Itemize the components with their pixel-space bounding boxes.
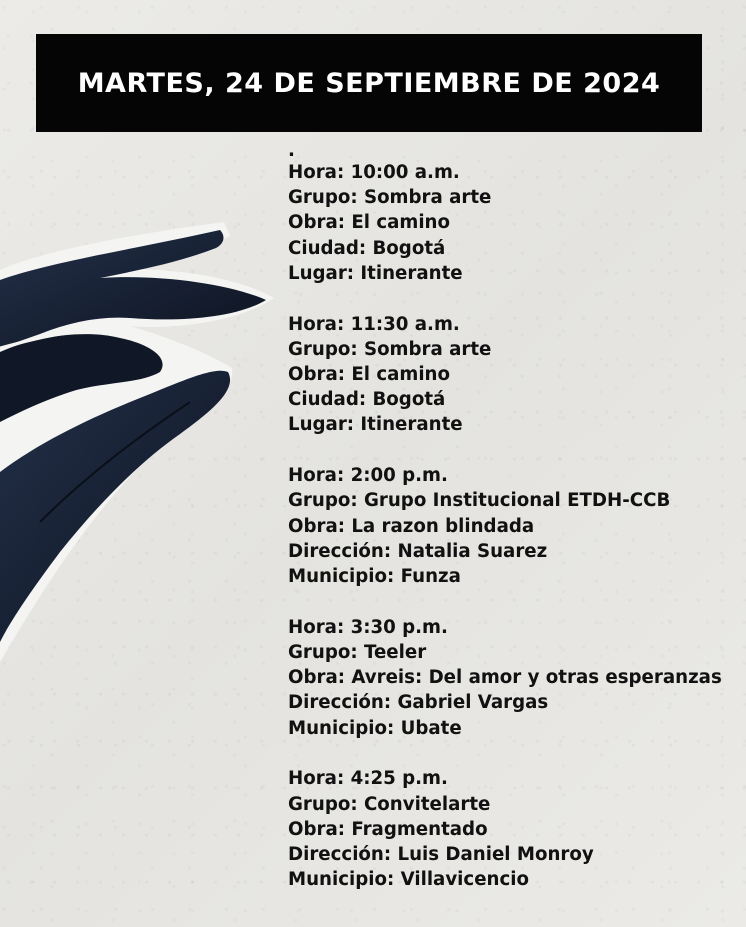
event-line: Obra: El camino (288, 212, 451, 234)
events-container (288, 160, 738, 892)
event-line: Hora: 3:30 p.m. (288, 616, 448, 638)
event-line: Hora: 4:25 p.m. (288, 768, 448, 790)
event-block (288, 160, 738, 286)
event-block (288, 615, 738, 741)
event-line: Ciudad: Bogotá (288, 237, 446, 259)
event-line: Obra: Fragmentado (288, 818, 488, 840)
event-line: Municipio: Funza (288, 566, 461, 588)
event-line: Dirección: Gabriel Vargas (288, 692, 549, 714)
event-line: Grupo: Grupo Institucional ETDH-CCB (288, 490, 671, 512)
event-line: Hora: 11:30 a.m. (288, 313, 460, 335)
event-line: Municipio: Ubate (288, 717, 462, 739)
event-line: Lugar: Itinerante (288, 262, 463, 284)
hand-illustration (0, 222, 280, 662)
event-block (288, 312, 738, 438)
event-line: Ciudad: Bogotá (288, 389, 446, 411)
event-block (288, 766, 738, 892)
event-line: Obra: Avreis: Del amor y otras esperanzas (288, 667, 722, 689)
schedule-list (288, 141, 738, 918)
event-line: Hora: 2:00 p.m. (288, 465, 448, 487)
event-line: Grupo: Teeler (288, 642, 427, 664)
event-line: Obra: El camino (288, 364, 451, 386)
event-line: Grupo: Sombra arte (288, 187, 492, 209)
event-line: Grupo: Sombra arte (288, 338, 492, 360)
event-line: Dirección: Natalia Suarez (288, 540, 548, 562)
page-title: MARTES, 24 DE SEPTIEMBRE DE 2024 (77, 67, 661, 99)
title-banner (36, 34, 702, 132)
event-line: Lugar: Itinerante (288, 414, 463, 436)
leading-mark: . (288, 140, 295, 161)
event-block (288, 463, 738, 589)
event-line: Municipio: Villavicencio (288, 869, 529, 891)
event-line: Grupo: Convitelarte (288, 793, 491, 815)
event-line: Dirección: Luis Daniel Monroy (288, 844, 594, 866)
event-line: Obra: La razon blindada (288, 515, 535, 537)
event-line: Hora: 10:00 a.m. (288, 162, 460, 183)
